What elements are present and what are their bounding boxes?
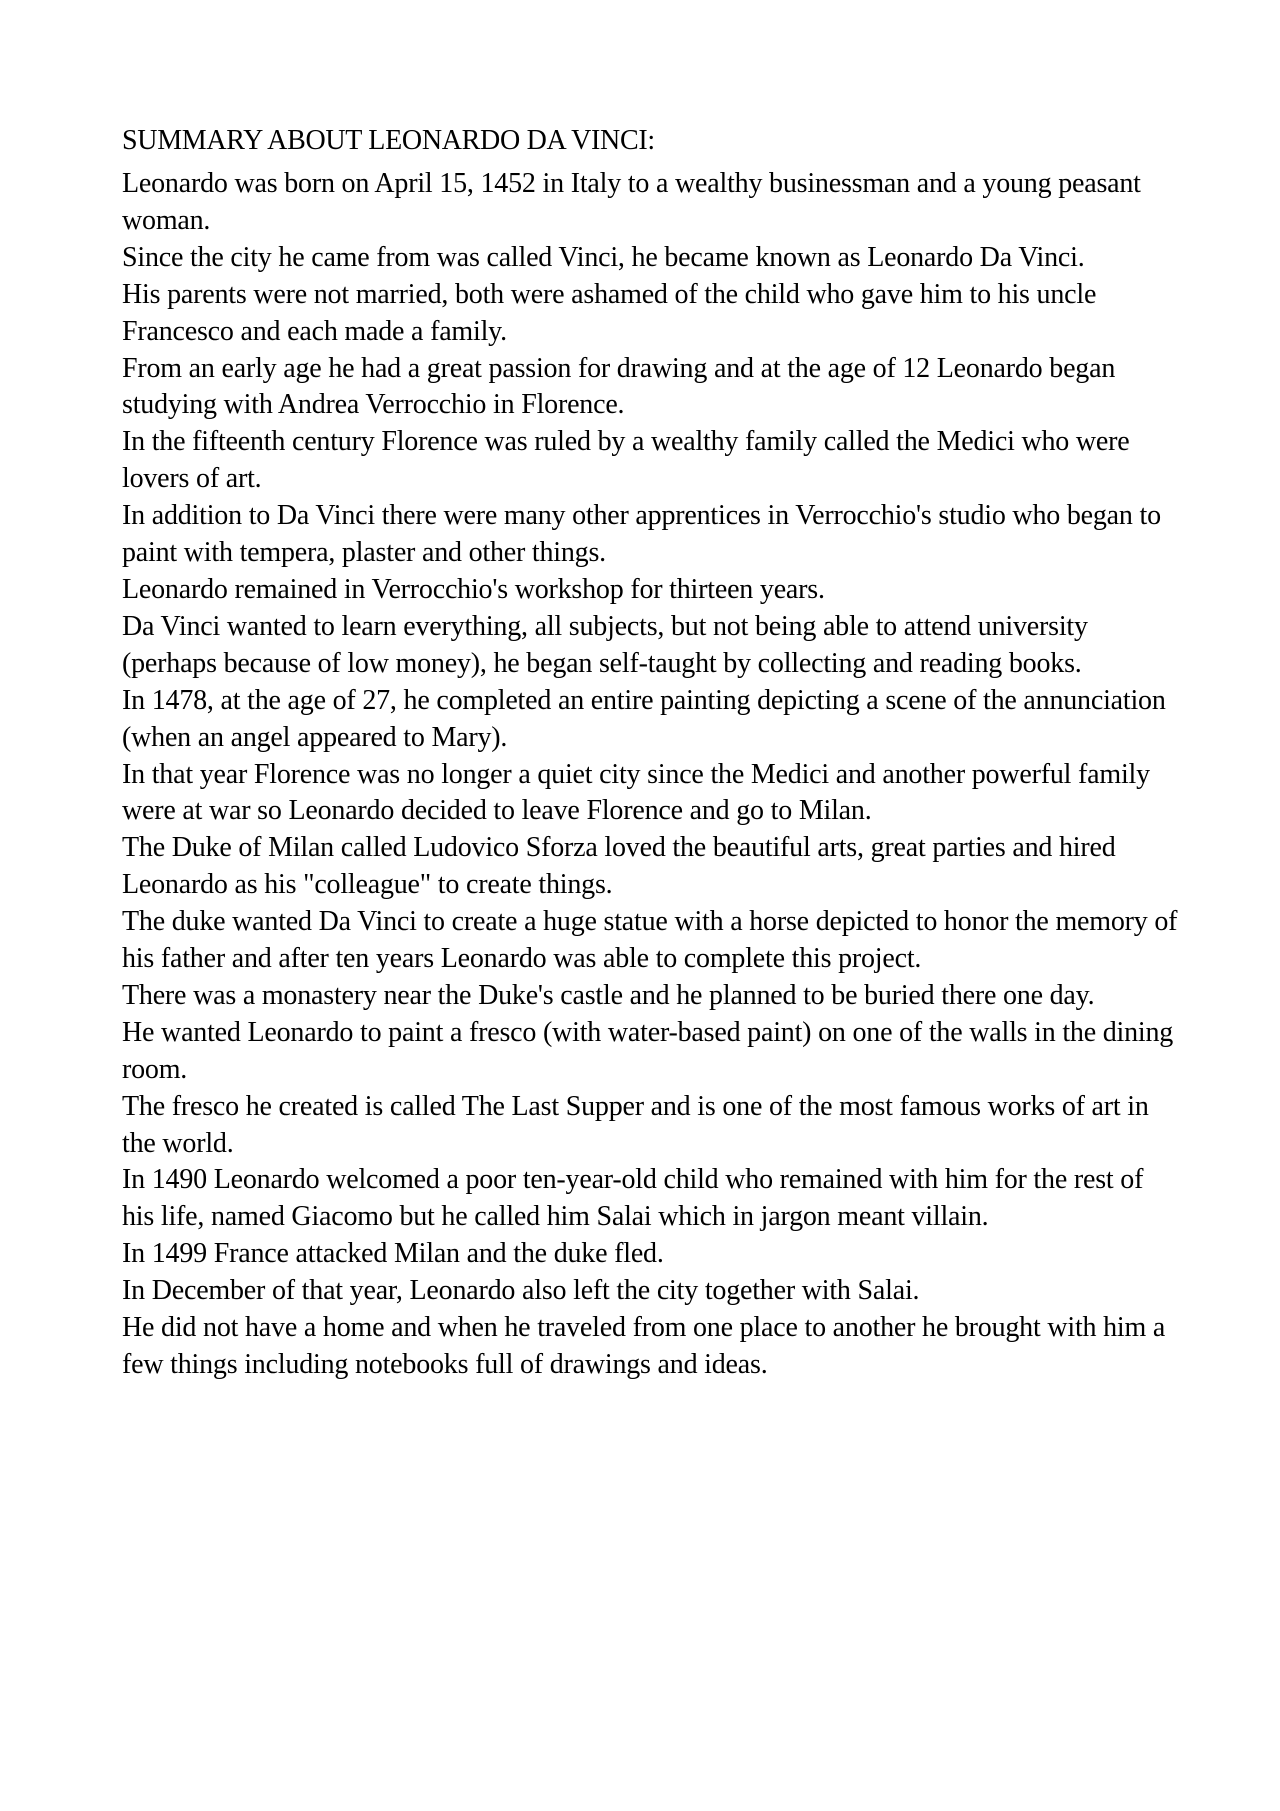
paragraph: The fresco he created is called The Last Supper and is one of the most famous works of art in the world. — [122, 1090, 1149, 1159]
paragraph: Leonardo was born on April 15, 1452 in Italy to a wealthy businessman and a young peasant woman. — [122, 168, 1141, 236]
paragraph: In that year Florence was no longer a quiet city since the Medici and another powerful family were at war so Leonardo decided to leave Florence and go to Milan. — [122, 758, 1150, 827]
paragraph: The duke wanted Da Vinci to create a huge statue with a horse depicted to honor the memory of his father and after ten years Leonardo was able to complete this project. — [122, 906, 1178, 975]
document-body — [122, 124, 1182, 1384]
paragraph: From an early age he had a great passion for drawing and at the age of 12 Leonardo began studying with Andrea Verrocchio in Florence. — [122, 352, 1116, 421]
paragraph: In addition to Da Vinci there were many other apprentices in Verrocchio's studio who began to paint with tempera, plaster and other things. — [122, 500, 1161, 569]
paragraph: In 1478, at the age of 27, he completed an entire painting depicting a scene of the annunciation (when an angel appeared to Mary). — [122, 684, 1166, 753]
paragraph: Da Vinci wanted to learn everything, all subjects, but not being able to attend university (perhaps because of low money), he began self-taught by collecting and reading books. — [122, 610, 1088, 679]
document-title: SUMMARY ABOUT LEONARDO DA VINCI: — [122, 125, 655, 156]
paragraph: He did not have a home and when he traveled from one place to another he brought with him a few things including notebooks full of drawings and ideas. — [122, 1312, 1166, 1380]
paragraph: He wanted Leonardo to paint a fresco (with water-based paint) on one of the walls in the dining room. — [122, 1016, 1174, 1085]
paragraph: The Duke of Milan called Ludovico Sforza loved the beautiful arts, great parties and hired Leonardo as his "colleague" to create things. — [122, 832, 1116, 901]
paragraph: In 1490 Leonardo welcomed a poor ten-year-old child who remained with him for the rest of his life, named Giacomo but he called him Salai which in jargon meant villain. — [122, 1164, 1144, 1233]
paragraph: In the fifteenth century Florence was ruled by a wealthy family called the Medici who were lovers of art. — [122, 426, 1130, 495]
paragraph: Since the city he came from was called Vinci, he became known as Leonardo Da Vinci. — [122, 241, 1085, 273]
paragraph: Leonardo remained in Verrocchio's workshop for thirteen years. — [122, 573, 825, 605]
paragraph: In December of that year, Leonardo also left the city together with Salai. — [122, 1275, 920, 1307]
paragraph: There was a monastery near the Duke's castle and he planned to be buried there one day. — [122, 979, 1095, 1011]
paragraph: His parents were not married, both were ashamed of the child who gave him to his uncle Francesco and each made a family. — [122, 278, 1097, 347]
paragraph: In 1499 France attacked Milan and the duke fled. — [122, 1238, 664, 1270]
paragraph-list — [122, 166, 1182, 1384]
